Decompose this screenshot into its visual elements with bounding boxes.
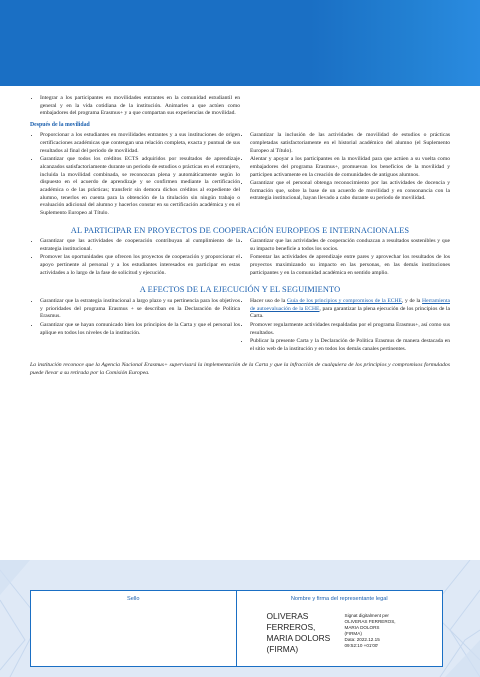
seal-label: Sello bbox=[127, 596, 140, 602]
list-item: • Garantizar que las actividades de cooperación conduzcan a resultados sostenibles y que su impacto beneficie a todos los socios. bbox=[250, 238, 450, 253]
eche-self-assessment-link[interactable]: Herramienta de autoevaluación de la ECHE bbox=[250, 298, 450, 312]
intro-list bbox=[30, 95, 240, 118]
list-item: • Garantizar la inclusión de las actividades de movilidad de estudios o prácticas completadas satisfactoriamente en el historial académico del alumno (el Suplemento Europeo al Título). bbox=[250, 132, 450, 155]
document-body bbox=[30, 95, 450, 378]
digital-signature-stamp: Signat digitalment per OLIVERAS FERREROS, MARIA DOLORS (FIRMA) Data: 2022.12.15 09:52:10 +01'00' bbox=[344, 613, 396, 648]
list-item: • Garantizar que el personal obtenga reconocimiento por las actividades de docencia y formación que, sobre la base de un acuerdo de movilidad y en consonancia con la estrategia institucional, hayan llevado a cabo durante su periodo de movilidad. bbox=[250, 180, 450, 203]
list-item: • Promover regularmente actividades respaldadas por el programa Erasmus+, así como sus resultados. bbox=[250, 322, 450, 337]
list-item: • Garantizar que todos los créditos ECTS adquiridos por resultados de aprendizaje alcanzados satisfactoriamente durante un periodo de estudios o prácticas en el extranjero, incluida la movilidad combinada, se reconozcan plena y automáticamente según lo dispuesto en el acuerdo de aprendizaje y se confirmen mediante la certificación académica o de las prácticas; transferir sin demora dichos créditos al expediente del alumno, tenerlos en cuenta para la obtención de la titulación sin ningún trabajo o evaluación adicional del alumno y hacerlos constar en su certificación académica y en el Suplemento Europeo al Título. bbox=[40, 156, 240, 218]
signature-box bbox=[30, 590, 443, 667]
list-item: • Alentar y apoyar a los participantes en la movilidad para que actúen a su vuelta como embajadores del programa Erasmus+, promuevan los beneficios de la movilidad y participen activamente en la creación de comunidades de antiguos alumnos. bbox=[250, 156, 450, 179]
list-item: • Garantizar que las actividades de cooperación contribuyan al cumplimiento de la estrategia institucional. bbox=[40, 238, 240, 253]
implementation-columns bbox=[30, 298, 450, 354]
list-item: • Fomentar las actividades de aprendizaje entre pares y aprovechar los resultados de los proyectos maximizando su impacto en las personas, en las demás instituciones participantes y en la comunidad académica en sentido amplio. bbox=[250, 254, 450, 277]
implementation-left bbox=[30, 298, 240, 354]
eche-guide-link[interactable]: Guía de los principios y compromisos de la ECHE bbox=[286, 298, 402, 305]
after-mobility-columns bbox=[30, 132, 450, 219]
list-item: • Garantizar que se hayan comunicado bien los principios de la Carta y que el personal los aplique en todos los niveles de la institución. bbox=[40, 322, 240, 337]
after-mobility-left bbox=[30, 132, 240, 219]
list-item: • Promover las oportunidades que ofrecen los proyectos de cooperación y proporcionar el apoyo pertinente al personal y a los estudiantes interesados en participar en estas actividades a lo largo de la fase de solicitud y ejecución. bbox=[40, 254, 240, 277]
section-title-cooperation: AL PARTICIPAR EN PROYECTOS DE COOPERACIÓN EUROPEOS E INTERNACIONALES bbox=[70, 225, 410, 235]
list-item: • Integrar a los participantes en movilidades entrantes en la comunidad estudiantil en general y en la vida cotidiana de la institución. Animarles a que actúen como embajadores del programa Erasmus+ y a que compartan sus experiencias de movilidad. bbox=[40, 95, 240, 118]
list-item: • Garantizar que la estrategia institucional a largo plazo y su pertinencia para los objetivos y prioridades del programa Erasmus + se describan en la Declaración de Política Erasmus. bbox=[40, 298, 240, 321]
list-item: • Proporcionar a los estudiantes en movilidades entrantes y a sus instituciones de origen certificaciones académicas que contengan una relación completa, exacta y puntual de sus resultados al final del periodo de movilidad. bbox=[40, 132, 240, 155]
signer-name: OLIVERAS FERREROS, MARIA DOLORS (FIRMA) bbox=[266, 611, 331, 655]
list-item: • Hacer uso de la Guía de los principios y compromisos de la ECHE, y de la Herramienta de autoevaluación de la ECHE, para garantizar la plena ejecución de los principios de la Carta. bbox=[250, 298, 450, 321]
cooperation-left bbox=[30, 238, 240, 278]
cooperation-right bbox=[240, 238, 450, 278]
closing-note: La institución reconoce que la Agencia Nacional Erasmus+ supervisará la implementación de la Carta y que la infracción de cualquiera de los principios y compromisos formulados puede llevar a su retirada por la Comisión Europea. bbox=[30, 362, 450, 377]
list-item: • Publicar la presente Carta y la Declaración de Política Erasmus de manera destacada en el sitio web de la institución y en todos los demás canales pertinentes. bbox=[250, 338, 450, 353]
header-banner-gradient bbox=[310, 0, 480, 86]
implementation-right bbox=[240, 298, 450, 354]
after-mobility-right bbox=[240, 132, 450, 219]
section-subheading: Después de la movilidad bbox=[30, 122, 90, 129]
legal-representative-label: Nombre y firma del representante legal bbox=[290, 596, 388, 602]
seal-area bbox=[31, 591, 237, 666]
legal-representative-area bbox=[237, 591, 443, 666]
cooperation-columns bbox=[30, 238, 450, 278]
section-title-implementation: A EFECTOS DE LA EJECUCIÓN Y EL SEGUIMIENTO bbox=[139, 285, 341, 295]
